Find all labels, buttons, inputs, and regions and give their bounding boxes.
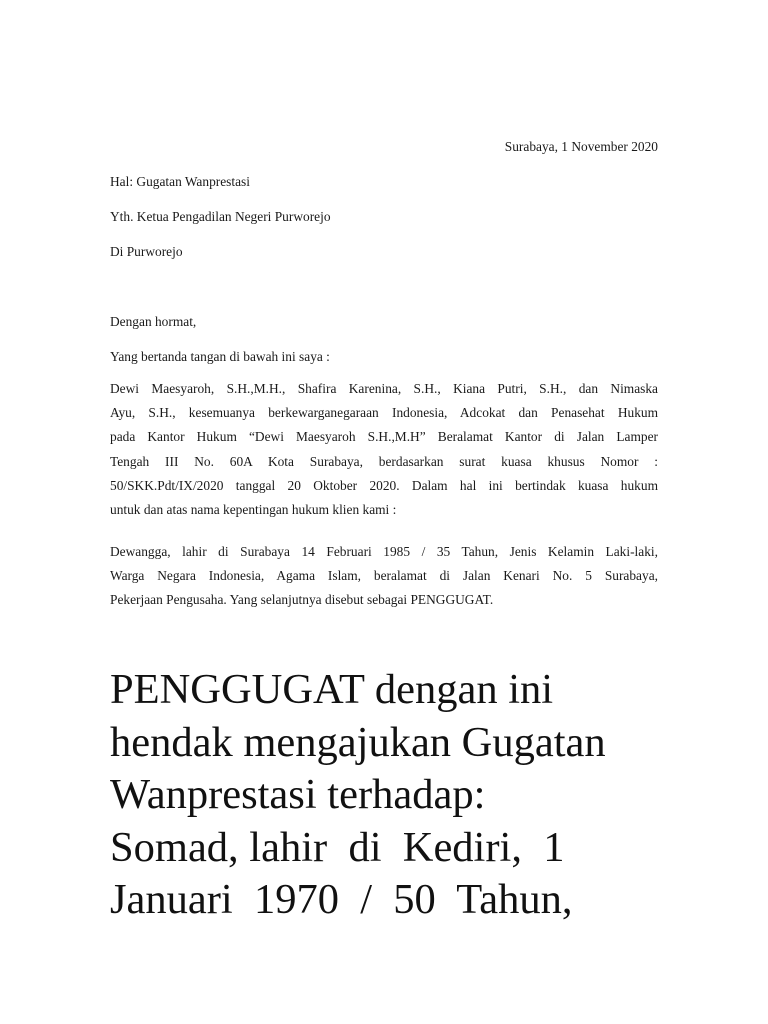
counsel-paragraph — [110, 377, 658, 522]
plaintiff-line: Warga Negara Indonesia, Agama Islam, beralamat di Jalan Kenari No. 5 Surabaya, — [110, 568, 658, 584]
large-text-line: hendak mengajukan Gugatan — [110, 718, 606, 766]
letter-location: Di Purworejo — [110, 244, 183, 259]
counsel-line: 50/SKK.Pdt/IX/2020 tanggal 20 Oktober 2020. Dalam hal ini bertindak kuasa hukum — [110, 477, 658, 493]
letter-date: Surabaya, 1 November 2020 — [504, 139, 658, 154]
counsel-line: untuk dan atas nama kepentingan hukum klien kami : — [110, 502, 397, 518]
large-text-line: Wanprestasi terhadap: — [110, 771, 486, 818]
counsel-line: Dewi Maesyaroh, S.H.,M.H., Shafira Karenina, S.H., Kiana Putri, S.H., dan Nimaska — [110, 381, 658, 396]
large-text-block — [110, 664, 658, 927]
letter-greeting: Dengan hormat, — [110, 314, 197, 329]
counsel-line: pada Kantor Hukum “Dewi Maesyaroh S.H.,M.H” Beralamat Kantor di Jalan Lamper — [110, 429, 658, 445]
plaintiff-line: Dewangga, lahir di Surabaya 14 Februari 1985 / 35 Tahun, Jenis Kelamin Laki-laki, — [110, 544, 658, 559]
large-text-line: Somad, lahir di Kediri, 1 — [110, 823, 565, 871]
plaintiff-paragraph — [110, 540, 658, 613]
large-text-line: Januari 1970 / 50 Tahun, — [110, 876, 573, 923]
letter-intro: Yang bertanda tangan di bawah ini saya : — [110, 349, 330, 364]
letter-addressee: Yth. Ketua Pengadilan Negeri Purworejo — [110, 209, 331, 224]
plaintiff-line: Pekerjaan Pengusaha. Yang selanjutnya disebut sebagai PENGGUGAT. — [110, 592, 494, 608]
counsel-line: Ayu, S.H., kesemuanya berkewarganegaraan Indonesia, Adcokat dan Penasehat Hukum — [110, 405, 658, 421]
counsel-line: Tengah III No. 60A Kota Surabaya, berdasarkan surat kuasa khusus Nomor : — [110, 453, 658, 469]
large-text-line: PENGGUGAT dengan ini — [110, 666, 554, 713]
letter-subject: Hal: Gugatan Wanprestasi — [110, 174, 250, 189]
